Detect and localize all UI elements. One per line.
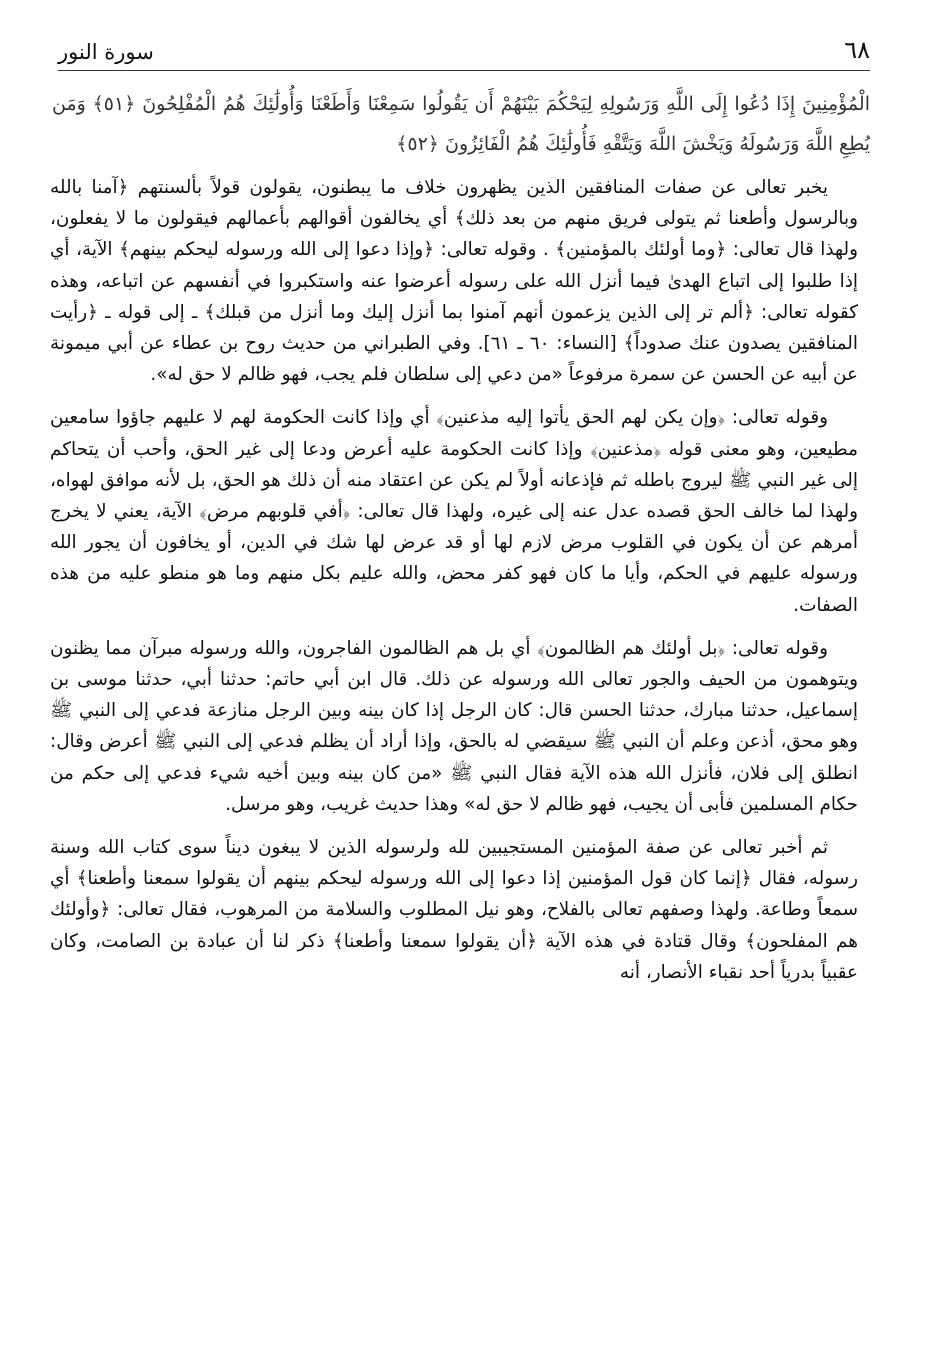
page-number: ٦٨ [844,36,870,64]
quran-verse: الْمُؤْمِنِينَ إِذَا دُعُوا إِلَى اللَّهِ وَرَسُولِهِ لِيَحْكُمَ بَيْنَهُمْ أَن يَقُولُوا سَمِعْنَا وَأَطَعْنَا وَأُولَٰئِكَ هُمُ الْمُفْلِحُونَ ﴿٥١﴾ وَمَن يُطِعِ اللَّهَ وَرَسُولَهُ وَيَخْشَ اللَّهَ وَيَتَّقْهِ فَأُولَٰئِكَ هُمُ الْفَائِزُونَ ﴿٥٢﴾ [52,93,870,155]
paragraph: ثم أخبر تعالى عن صفة المؤمنين المستجيبين لله ولرسوله الذين لا يبغون ديناً سوى كتاب الله وسنة رسوله، فقال ﴿إنما كان قول المؤمنين إذا دعوا إلى الله ورسوله ليحكم بينهم أن يقولوا سمعنا وأطعنا﴾ أي سمعاً وطاعة. ولهذا وصفهم تعالى بالفلاح، وهو نيل المطلوب والسلامة من المرهوب، فقال تعالى: ﴿وأولئك هم المفلحون﴾ وقال قتادة في هذه الآية ﴿أن يقولوا سمعنا وأطعنا﴾ ذكر لنا أن عبادة بن الصامت، وكان عقبياً بدرياً أحد نقباء الأنصار، أنه [50,837,858,983]
paragraph: وقوله تعالى: ﴿وإن يكن لهم الحق يأتوا إليه مذعنين﴾ أي وإذا كانت الحكومة لهم لا عليهم جاؤوا سامعين مطيعين، وهو معنى قوله ﴿مذعنين﴾ وإذا كانت الحكومة عليه أعرض ودعا إلى غير الحق، وأحب أن يتحاكم إلى غير النبي ﷺ ليروج باطله ثم فإذعانه أولاً لم يكن عن اعتقاد منه أن ذلك هو الحق، بل لأنه موافق لهواه، ولهذا لما خالف الحق قصده عدل عنه إلى غيره، ولهذا قال تعالى: ﴿أفي قلوبهم مرض﴾ الآية، يعني لا يخرج أمرهم عن أن يكون في القلوب مرض لازم لها أو قد عرض لها شك في الدين، أو يخافون أن يجور الله ورسوله عليهم في الحكم، وأيا ما كان فهو كفر محض، والله عليم بكل منهم وما هو منطو عليه من هذه الصفات. [50,407,858,616]
paragraph: وقوله تعالى: ﴿بل أولئك هم الظالمون﴾ أي بل هم الظالمون الفاجرون، والله ورسوله مبرآن مما يظنون ويتوهمون من الحيف والجور تعالى الله ورسوله عن ذلك. قال ابن أبي حاتم: حدثنا أبي، حدثنا موسى بن إسماعيل، حدثنا مبارك، حدثنا الحسن قال: كان الرجل إذا كان بينه وبين الرجل منازعة فدعي إلى النبي ﷺ وهو محق، أذعن وعلم أن النبي ﷺ سيقضي له بالحق، وإذا أراد أن يظلم فدعي إلى النبي ﷺ أعرض وقال: انطلق إلى فلان، فأنزل الله هذه الآية فقال النبي ﷺ «من كان بينه وبين أخيه شيء فدعي إلى حكم من حكام المسلمين فأبى أن يجيب، فهو ظالم لا حق له» وهذا حديث غريب، وهو مرسل. [50,637,858,815]
paragraph: يخبر تعالى عن صفات المنافقين الذين يظهرون خلاف ما يبطنون، يقولون قولاً بألسنتهم ﴿آمنا بالله وبالرسول وأطعنا ثم يتولى فريق منهم من بعد ذلك﴾ أي يخالفون أقوالهم بأعمالهم فيقولون ما لا يفعلون، ولهذا قال تعالى: ﴿وما أولئك بالمؤمنين﴾ . وقوله تعالى: ﴿وإذا دعوا إلى الله ورسوله ليحكم بينهم﴾ الآية، أي إذا طلبوا إلى اتباع الهدىٰ فيما أنزل الله على رسوله أعرضوا عنه واستكبروا في أنفسهم عن اتباعه، وهذه كقوله تعالى: ﴿ألم تر إلى الذين يزعمون أنهم آمنوا بما أنزل إليك وما أنزل من قبلك﴾ ـ إلى قوله ـ ﴿رأيت المنافقين يصدون عنك صدوداً﴾ [النساء: ٦٠ ـ ٦١]. وفي الطبراني من حديث روح بن عطاء عن أبي ميمونة عن أبيه عن الحسن عن سمرة مرفوعاً «من دعي إلى سلطان فلم يجب، فهو ظالم لا حق له». [50,177,858,386]
surah-title: سورة النور [58,40,154,64]
commentary-body [50,172,858,1000]
running-head [58,36,870,71]
